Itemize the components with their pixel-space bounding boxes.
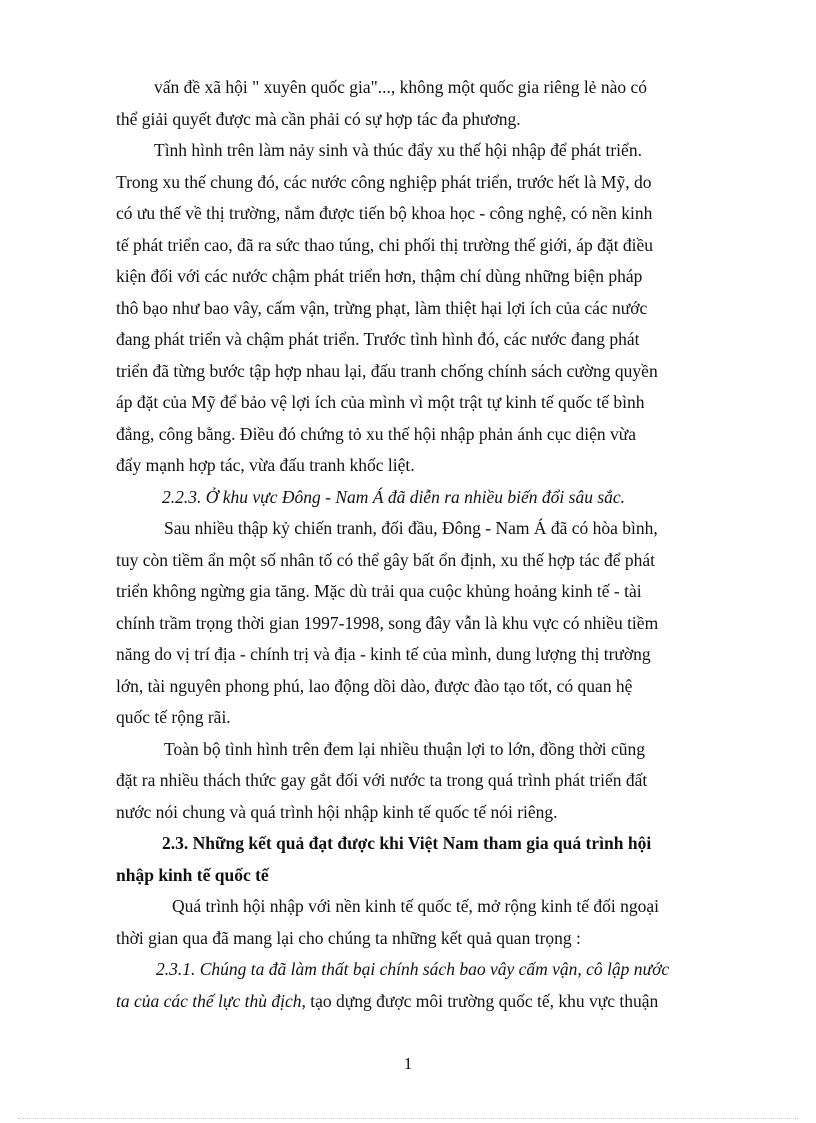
text-line: năng do vị trí địa - chính trị và địa - kinh tế của mình, dung lượng thị trường [116, 644, 651, 664]
text-line: tuy còn tiềm ẩn một số nhân tố có thể gây bất ổn định, xu thế hợp tác để phát [116, 549, 655, 570]
page-number: 1 [403, 1054, 413, 1073]
text-line: đang phát triển và chậm phát triển. Trước tình hình đó, các nước đang phát [116, 329, 640, 349]
text-line: thể giải quyết được mà cần phải có sự hợp tác đa phương. [116, 108, 521, 129]
text-line: lớn, tài nguyên phong phú, lao động dồi dào, được đào tạo tốt, có quan hệ [116, 675, 633, 696]
text-line: có ưu thế về thị trường, nắm được tiến bộ khoa học - công nghệ, có nền kinh [116, 203, 653, 223]
italic-phrase: ta của các thế lực thù địch, [116, 990, 306, 1011]
text-line: nước nói chung và quá trình hội nhập kinh tế quốc tế nói riêng. [116, 801, 558, 822]
section-heading: nhập kinh tế quốc tế [116, 864, 269, 885]
text-line: áp đặt của Mỹ để bảo vệ lợi ích của mình vì một trật tự kinh tế quốc tế bình [116, 392, 645, 412]
text-line: thời gian qua đã mang lại cho chúng ta những kết quả quan trọng : [116, 927, 581, 948]
text-line: Toàn bộ tình hình trên đem lại nhiều thuận lợi to lớn, đồng thời cũng [164, 738, 645, 759]
text-line [116, 986, 720, 1018]
subsection-heading: 2.2.3. Ở khu vực Đông - Nam Á đã diễn ra nhiều biến đổi sâu sắc. [162, 486, 626, 507]
page-boundary-line [18, 1118, 798, 1119]
text-line: thô bạo như bao vây, cấm vận, trừng phạt, làm thiệt hại lợi ích của các nước [116, 297, 648, 318]
text-line: quốc tế rộng rãi. [116, 707, 231, 727]
text-line: tế phát triển cao, đã ra sức thao túng, chi phối thị trường thế giới, áp đặt điều [116, 234, 654, 255]
page-body [116, 72, 720, 1017]
text-line: Tình hình trên làm nảy sinh và thúc đẩy xu thế hội nhập để phát triển. [154, 140, 642, 160]
text-line: chính trầm trọng thời gian 1997-1998, song đây vẫn là khu vực có nhiều tiềm [116, 612, 659, 633]
text-line: triển không ngừng gia tăng. Mặc dù trải qua cuộc khủng hoảng kinh tế - tài [116, 581, 642, 601]
text-line: kiện đối với các nước chậm phát triển hơn, thậm chí dùng những biện pháp [116, 266, 643, 286]
text-line: Trong xu thế chung đó, các nước công nghiệp phát triển, trước hết là Mỹ, do [116, 171, 652, 192]
text-line: vấn đề xã hội " xuyên quốc gia"..., không một quốc gia riêng lẻ nào có [154, 77, 647, 97]
text-line: đặt ra nhiều thách thức gay gắt đối với nước ta trong quá trình phát triển đất [116, 770, 648, 790]
text-line: đẳng, công bằng. Điều đó chứng tỏ xu thế hội nhập phản ánh cục diện vừa [116, 423, 637, 444]
section-heading: 2.3. Những kết quả đạt được khi Việt Nam tham gia quá trình hội [162, 833, 652, 853]
text-span: tạo dựng được môi trường quốc tế, khu vực thuận [305, 990, 659, 1011]
subsection-heading: 2.3.1. Chúng ta đã làm thất bại chính sách bao vây cấm vận, cô lập nước [156, 959, 670, 979]
text-line: đẩy mạnh hợp tác, vừa đấu tranh khốc liệt. [116, 455, 415, 475]
text-line: Sau nhiều thập kỷ chiến tranh, đối đầu, Đông - Nam Á đã có hòa bình, [164, 518, 658, 538]
text-line: triển đã từng bước tập hợp nhau lại, đấu tranh chống chính sách cường quyền [116, 360, 658, 381]
text-line: Quá trình hội nhập với nền kinh tế quốc tế, mở rộng kinh tế đối ngoại [172, 896, 660, 916]
